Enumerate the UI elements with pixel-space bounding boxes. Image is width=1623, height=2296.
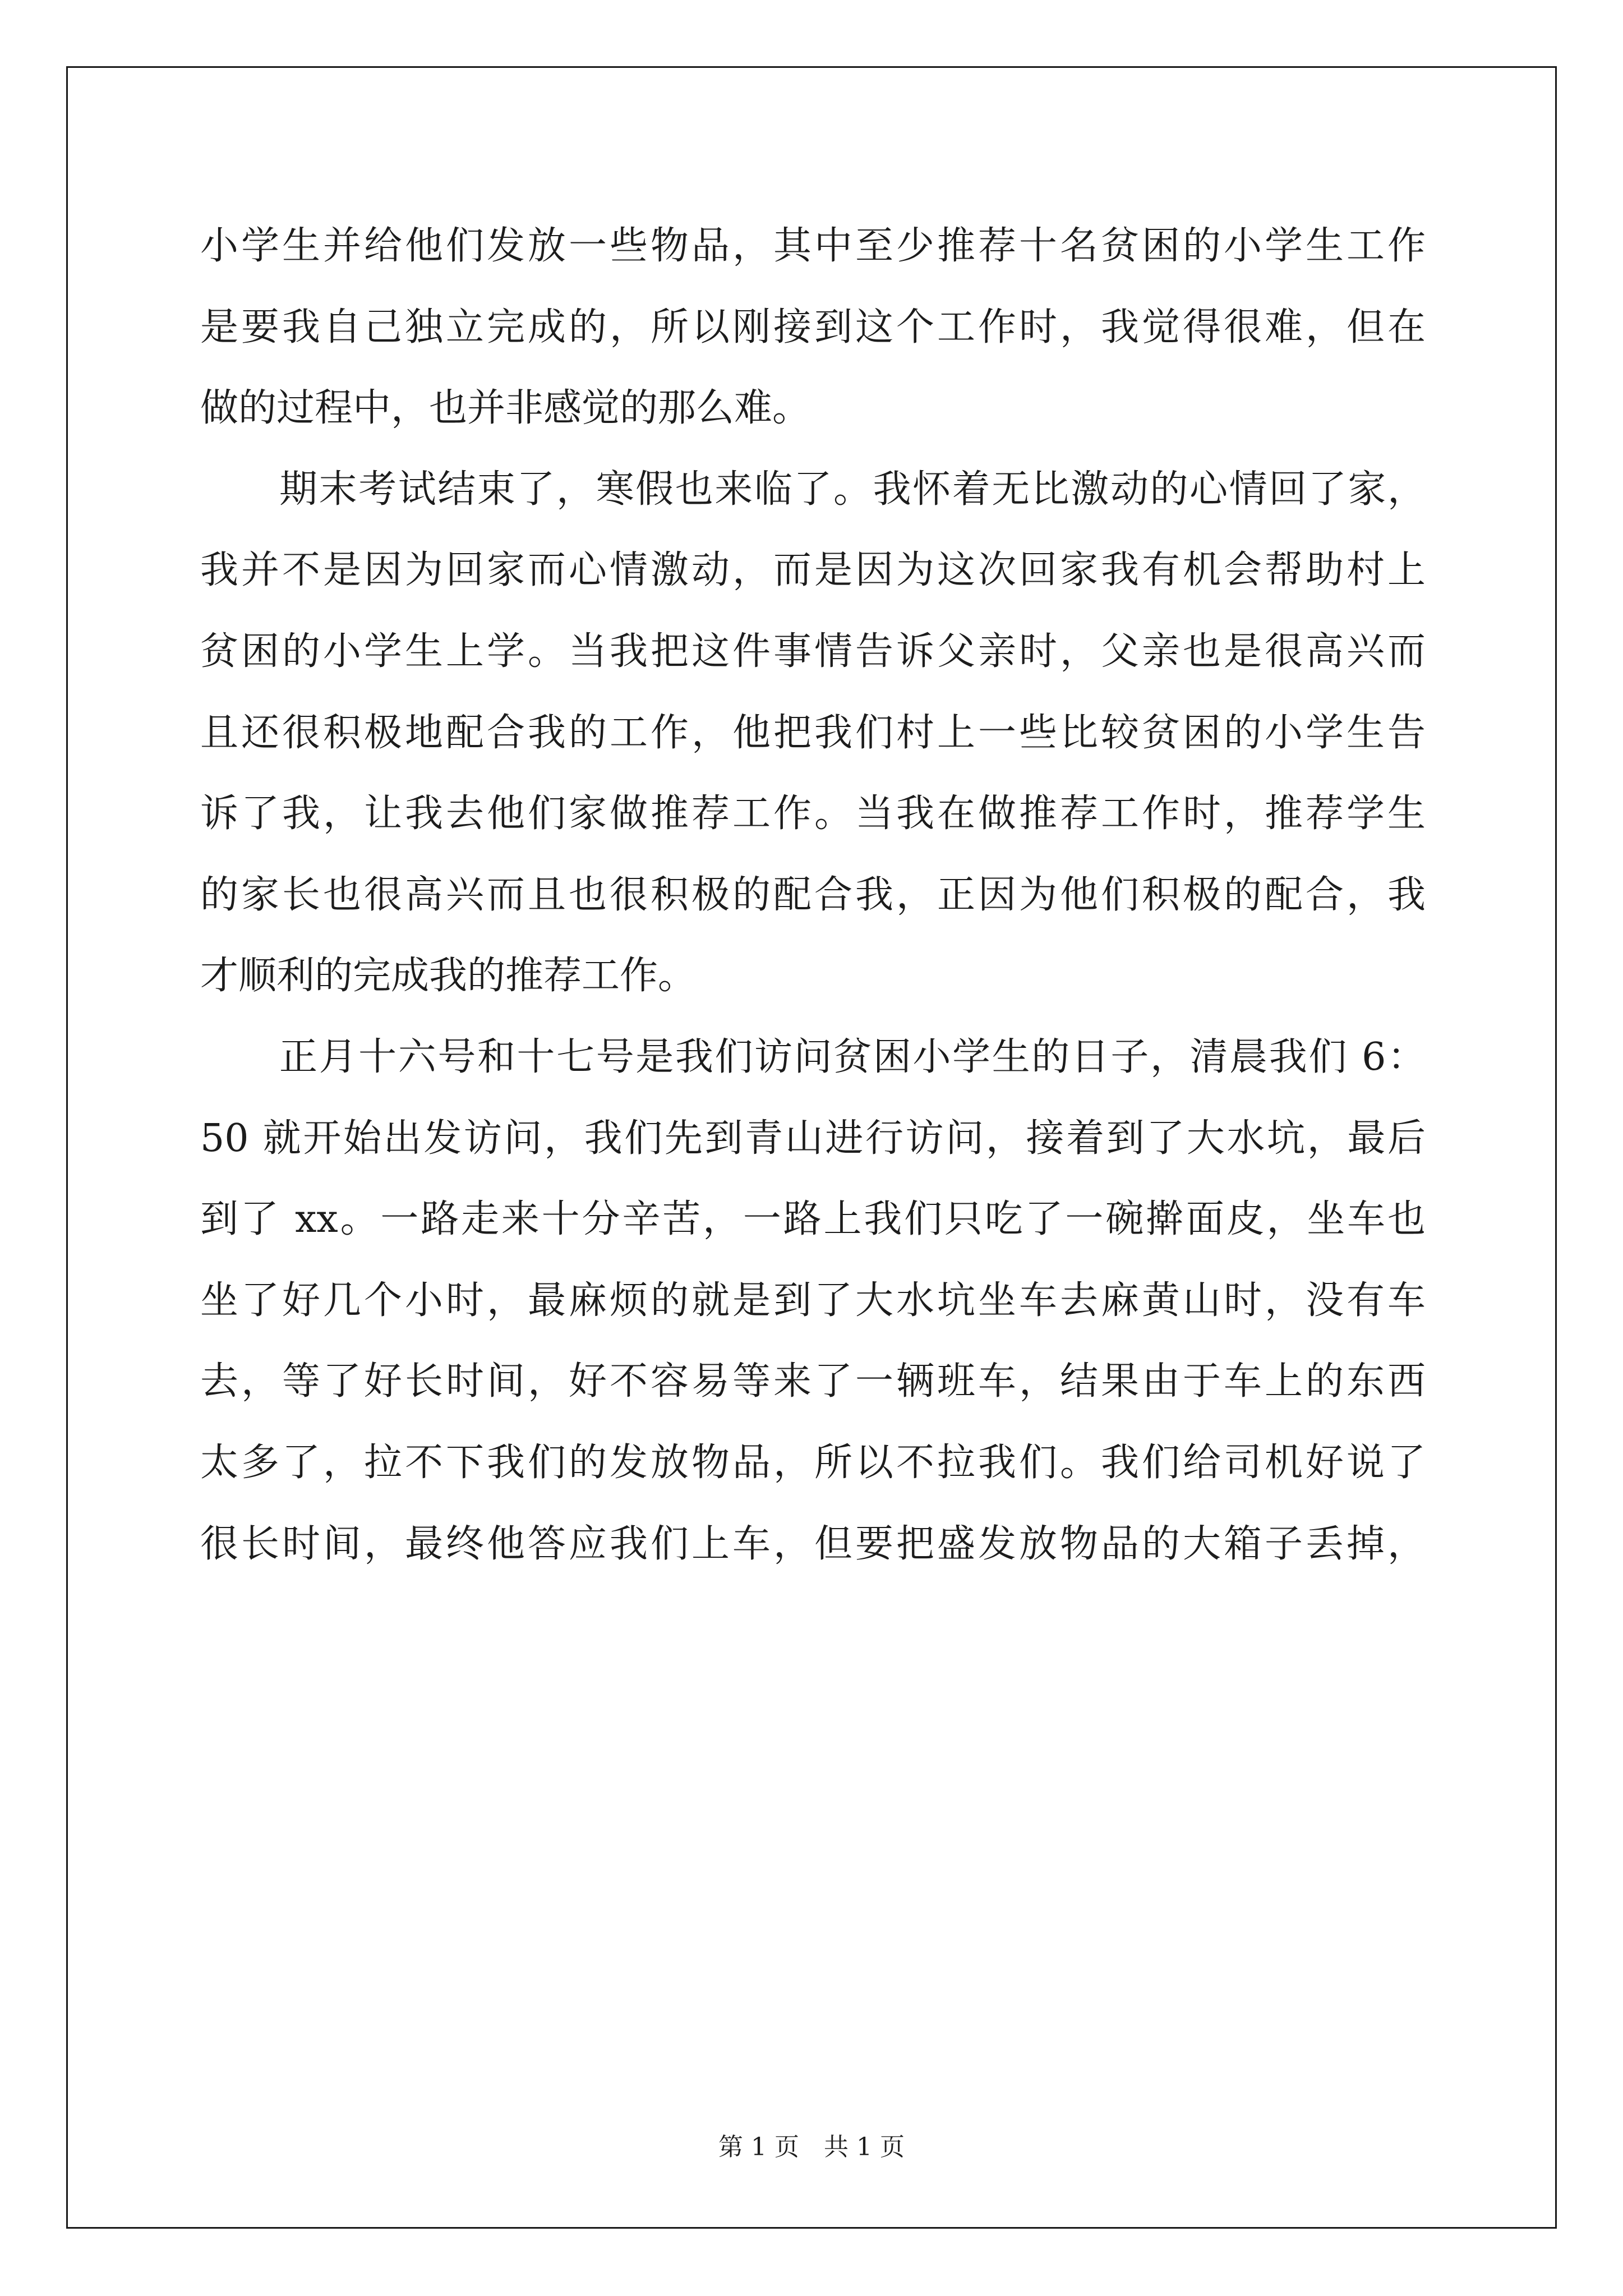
paragraph-line: 是要我自己独立完成的，所以刚接到这个工作时，我觉得很难，但在 xyxy=(200,305,1426,349)
paragraph-line: 诉了我，让我去他们家做推荐工作。当我在做推荐工作时，推荐学生 xyxy=(200,792,1426,836)
paragraph-line: 贫困的小学生上学。当我把这件事情告诉父亲时，父亲也是很高兴而 xyxy=(200,629,1426,674)
paragraph-line: 才顺利的完成我的推荐工作。 xyxy=(200,954,697,998)
paragraph-line: 去，等了好长时间，好不容易等来了一辆班车，结果由于车上的东西 xyxy=(200,1359,1426,1404)
paragraph-line: 坐了好几个小时，最麻烦的就是到了大水坑坐车去麻黄山时，没有车 xyxy=(200,1278,1426,1323)
paragraph-line: 的家长也很高兴而且也很积极的配合我，正因为他们积极的配合，我 xyxy=(200,873,1426,917)
paragraph-line: 50 就开始出发访问，我们先到青山进行访问，接着到了大水坑，最后 xyxy=(200,1116,1426,1161)
paragraph-line: 期末考试结束了，寒假也来临了。我怀着无比激动的心情回了家， xyxy=(279,467,1426,512)
paragraph-line: 正月十六号和十七号是我们访问贫困小学生的日子，清晨我们 6： xyxy=(279,1035,1426,1079)
paragraph-line: 到了 xx。一路走来十分辛苦，一路上我们只吃了一碗擀面皮，坐车也 xyxy=(200,1197,1426,1241)
paragraph-line: 且还很积极地配合我的工作，他把我们村上一些比较贫困的小学生告 xyxy=(200,711,1426,755)
paragraph-line: 太多了，拉不下我们的发放物品，所以不拉我们。我们给司机好说了 xyxy=(200,1441,1426,1485)
page-footer: 第 1 页 共 1 页 xyxy=(718,2133,905,2161)
paragraph-line: 做的过程中，也并非感觉的那么难。 xyxy=(200,386,811,430)
paragraph-line: 小学生并给他们发放一些物品，其中至少推荐十名贫困的小学生工作 xyxy=(200,224,1426,268)
paragraph-line: 很长时间，最终他答应我们上车，但要把盛发放物品的大箱子丢掉， xyxy=(200,1522,1426,1566)
paragraph-line: 我并不是因为回家而心情激动，而是因为这次回家我有机会帮助村上 xyxy=(200,548,1426,592)
